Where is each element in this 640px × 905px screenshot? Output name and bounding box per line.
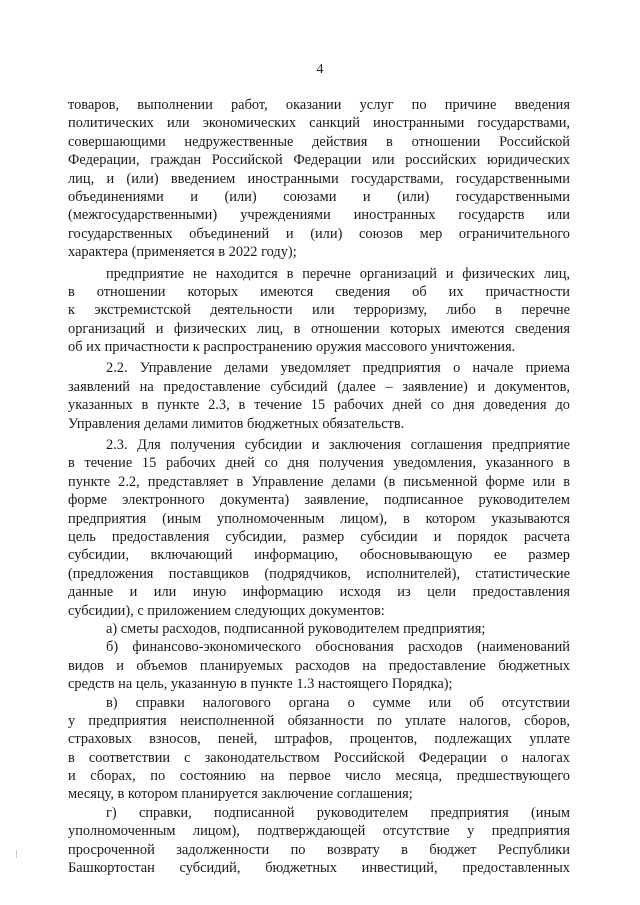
text-line: средств на цель, указанную в пункте 1.3 настоящего Порядка); (68, 676, 453, 693)
text-line: (межгосударственными) учреждениями иностранных государств или (68, 207, 570, 224)
scan-edge-mark (16, 850, 17, 858)
text-line: Управления делами лимитов бюджетных обязательств. (68, 415, 405, 432)
text-line: об их причастности к распространению оружия массового уничтожения. (68, 339, 516, 356)
text-line: цель предоставления субсидии, размер субсидии и порядок расчета (68, 528, 570, 545)
text-line: государственных объединений и (или) союзов мер ограничительного (68, 225, 570, 242)
page-number: 4 (316, 62, 324, 77)
text-line: лиц, и (или) введением иностранными государствами, государственными (68, 170, 570, 187)
text-line: просроченной задолженности по возврату в бюджет Республики (68, 841, 570, 858)
text-line: видов и объемов планируемых расходов на предоставление бюджетных (68, 657, 570, 674)
text-line: в отношении которых имеются сведения об их причастности (68, 283, 570, 300)
text-line: субсидии, включающий информацию, обосновывающую ее размер (68, 547, 570, 564)
text-line: страховых взносов, пеней, штрафов, процентов, подлежащих уплате (68, 731, 570, 748)
text-line: политических или экономических санкций иностранными государствами, (68, 115, 570, 132)
text-line: заявлений на предоставление субсидий (далее – заявление) и документов, (68, 378, 570, 395)
text-line: а) сметы расходов, подписанной руководителем предприятия; (106, 620, 486, 637)
text-line: субсидии), с приложением следующих документов: (68, 602, 385, 619)
text-line: уполномоченным лицом), подтверждающей отсутствие у предприятия (68, 823, 570, 840)
text-line: данные и или иную информацию исходя из цели предоставления (68, 584, 570, 601)
text-line: к экстремистской деятельности или терроризму, либо в перечне (68, 302, 570, 319)
text-line: в течение 15 рабочих дней со дня получения уведомления, указанного в (68, 455, 570, 472)
text-line: у предприятия неисполненной обязанности по уплате налогов, сборов, (68, 712, 570, 729)
text-line: предприятие не находится в перечне организаций и физических лиц, (106, 265, 570, 282)
text-line: форме электронного документа) заявление, подписанное руководителем (68, 492, 570, 509)
text-line: месяцу, в котором планируется заключение соглашения; (68, 786, 413, 803)
text-line: объединениями и (или) союзами и (или) государственными (68, 188, 570, 205)
text-line: характера (применяется в 2022 году); (68, 244, 297, 261)
document-body (68, 96, 570, 877)
text-line: 2.3. Для получения субсидии и заключения соглашения предприятие (106, 437, 570, 454)
text-line: и сборах, по состоянию на первое число месяца, предшествующего (68, 768, 570, 785)
text-line: товаров, выполнении работ, оказании услуг по причине введения (68, 97, 570, 113)
text-line: (предложения поставщиков (подрядчиков, исполнителей), статистические (68, 565, 570, 582)
text-line: указанных в пункте 2.3, в течение 15 рабочих дней со дня доведения до (68, 397, 570, 414)
text-line: в) справки налогового органа о сумме или об отсутствии (106, 694, 570, 711)
text-line: совершающими недружественные действия в отношении Российской (68, 133, 570, 150)
text-line: организаций и физических лиц, в отношении которых имеются сведения (68, 320, 570, 337)
text-line: г) справки, подписанной руководителем предприятия (иным (106, 804, 570, 821)
text-line: предприятия (иным уполномоченным лицом), в котором указываются (68, 510, 570, 527)
text-line: 2.2. Управление делами уведомляет предприятия о начале приема (106, 360, 570, 377)
text-line: Федерации, граждан Российской Федерации или российских юридических (68, 152, 570, 169)
text-line: пункте 2.2, представляет в Управление делами (в письменной форме или в (68, 473, 570, 490)
text-line: б) финансово-экономического обоснования расходов (наименований (106, 639, 570, 656)
text-line: Башкортостан субсидий, бюджетных инвестиций, предоставленных (68, 860, 570, 877)
text-line: в соответствии с законодательством Российской Федерации о налогах (68, 749, 570, 766)
